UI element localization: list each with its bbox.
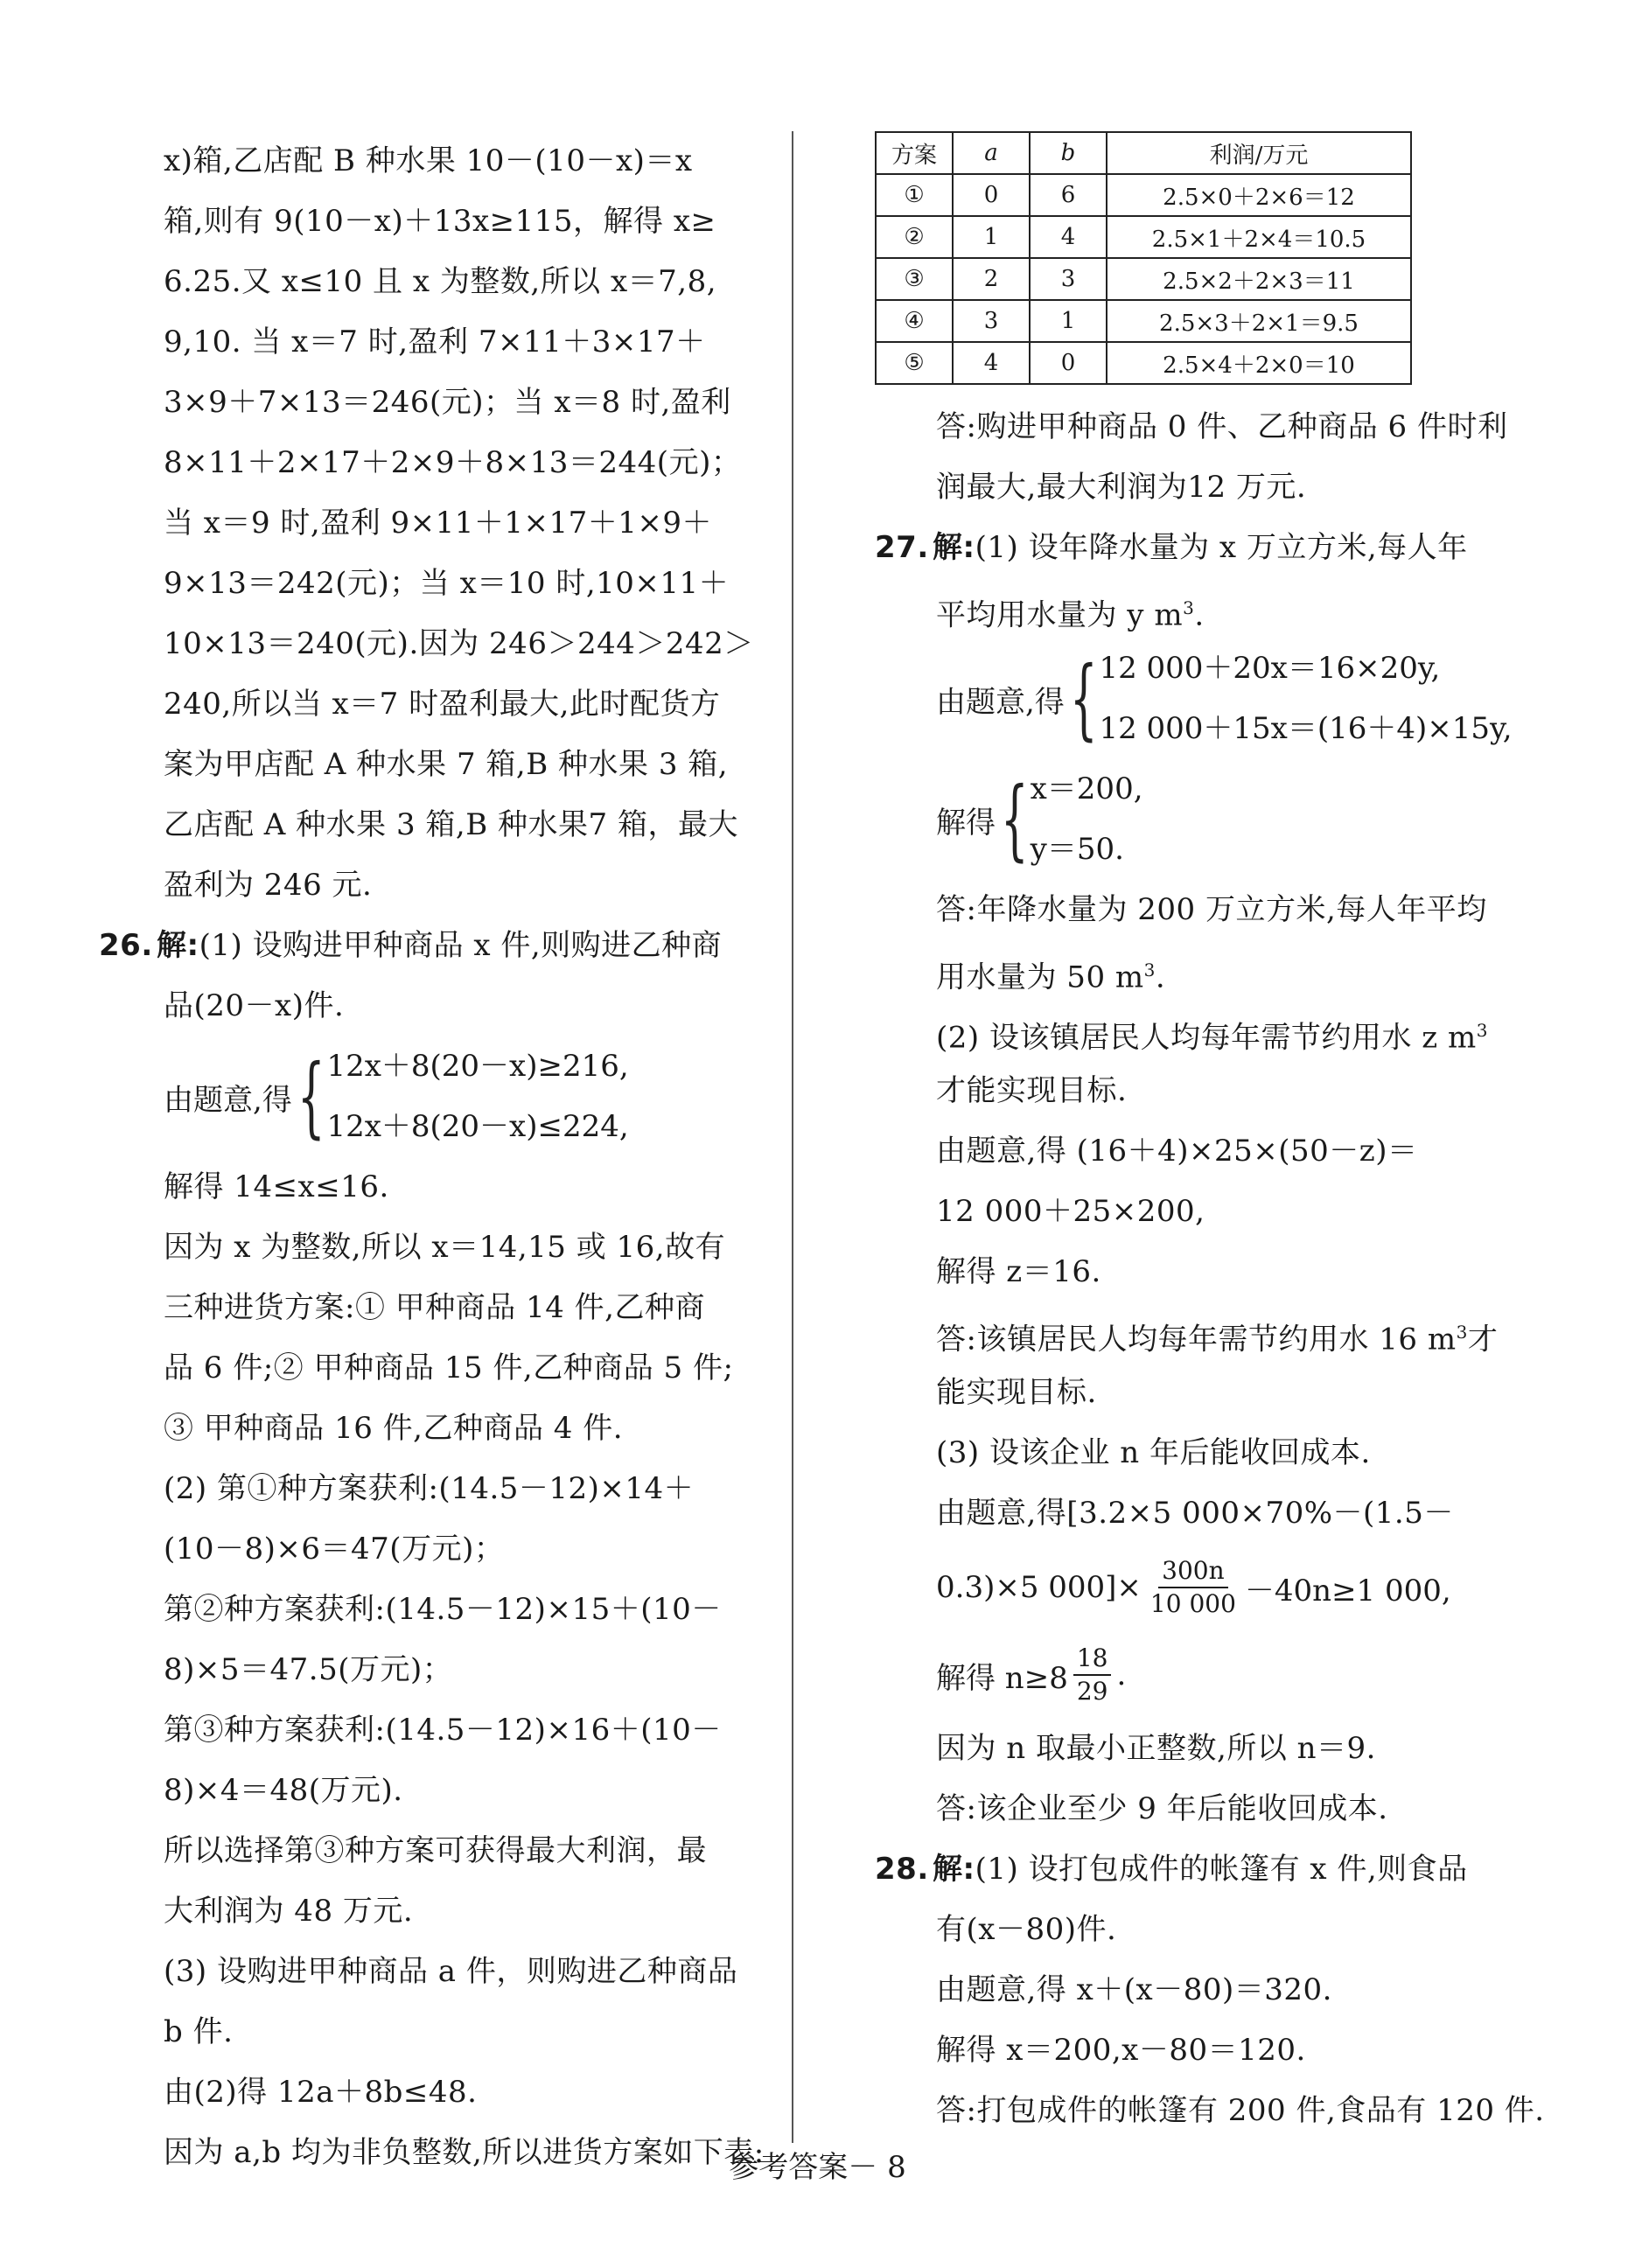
question-27-header (875, 518, 1478, 578)
text-line: 由(2)得 12a＋8b≤48. (164, 2075, 478, 2110)
table-cell: 2.5×1＋2×4＝10.5 (1107, 216, 1411, 258)
question-number: 26. (99, 928, 153, 963)
text-line: 8×11＋2×17＋2×9＋8×13＝244(元)； (164, 445, 742, 480)
text-line: 答:年降水量为 200 万立方米,每人年平均 (936, 892, 1487, 927)
text-line: 3×9＋7×13＝246(元)；当 x＝8 时,盈利 (164, 385, 731, 420)
table-cell: 4 (953, 342, 1030, 384)
text-line: 240,所以当 x＝7 时盈利最大,此时配货方 (164, 687, 721, 722)
text-line: 能实现目标. (936, 1375, 1097, 1410)
text-line: (1) 设购进甲种商品 x 件,则购进乙种商 (199, 928, 723, 963)
text-line: 用水量为 50 $m^3$. (936, 960, 1166, 995)
equation-system (164, 1036, 776, 1157)
text-line: ③ 甲种商品 16 件,乙种商品 4 件. (164, 1411, 624, 1446)
fraction-line: 解得 n≥8 $\frac{18}{29}$ . (936, 1643, 1127, 1706)
left-column (99, 131, 776, 2183)
text-line: 9×13＝242(元)；当 x＝10 时,10×11＋ (164, 566, 730, 601)
table-cell: 2 (953, 258, 1030, 300)
text-line: 乙店配 A 种水果 3 箱,B 种水果7 箱，最大 (164, 807, 738, 842)
plan-table (875, 131, 1412, 385)
system-row: 12 000＋15x＝(16＋4)×15y, (1099, 711, 1513, 746)
table-row (876, 300, 1411, 342)
brace-icon: { (1000, 768, 1029, 870)
fraction: $\frac{300n}{10 000}$ (1149, 1556, 1236, 1618)
table-cell: 3 (953, 300, 1030, 342)
text-line: 第③种方案获利:(14.5－12)×16＋(10－ (164, 1713, 722, 1748)
question-28-header (875, 1839, 1478, 1900)
table-cell: 2.5×0＋2×6＝12 (1107, 174, 1411, 216)
text-line: 因为 a,b 均为非负整数,所以进货方案如下表: (164, 2135, 765, 2170)
text-line: 所以选择第③种方案可获得最大利润，最 (164, 1833, 707, 1868)
system-row: 12x＋8(20－x)≥216, (326, 1049, 629, 1084)
text-line: 12 000＋25×200, (936, 1194, 1205, 1229)
table-cell: 2.5×3＋2×1＝9.5 (1107, 300, 1411, 342)
brace-icon: { (297, 1045, 325, 1148)
question-number: 27. (875, 530, 929, 565)
equation-system (875, 639, 1513, 759)
text-line: 9,10. 当 x＝7 时,盈利 7×11＋3×17＋ (164, 324, 706, 359)
text-line: 才能实现目标. (936, 1073, 1128, 1108)
solution-label: 解: (933, 1852, 975, 1887)
text-line: 解得 z＝16. (936, 1254, 1101, 1289)
table-row (876, 342, 1411, 384)
table-cell: 2.5×4＋2×0＝10 (1107, 342, 1411, 384)
table-cell: 0 (953, 174, 1030, 216)
table-cell: 3 (1030, 258, 1107, 300)
text-line: 第②种方案获利:(14.5－12)×15＋(10－ (164, 1592, 722, 1627)
equation-system (875, 759, 1478, 880)
table-row (876, 216, 1411, 258)
table-cell: ⑤ (876, 342, 953, 384)
text-line: 由题意,得 x＋(x－80)＝320. (936, 1972, 1332, 2007)
table-row (876, 258, 1411, 300)
solution-label: 解: (157, 928, 199, 963)
text-line: 三种进货方案:① 甲种商品 14 件,乙种商 (164, 1290, 705, 1325)
system-lead: 解得 (936, 805, 996, 841)
text-line: 因为 n 取最小正整数,所以 n＝9. (936, 1731, 1376, 1766)
text-line: 当 x＝9 时,盈利 9×11＋1×17＋1×9＋ (164, 506, 713, 541)
question-26-header (99, 916, 776, 976)
table-header-cell: a (953, 132, 1030, 174)
text-line: 8)×5＝47.5(万元)； (164, 1652, 453, 1687)
text-line: (1) 设年降水量为 x 万立方米,每人年 (975, 530, 1468, 565)
text-line: 品(20－x)件. (164, 988, 345, 1023)
table-header-cell: b (1030, 132, 1107, 174)
table-cell: 0 (1030, 342, 1107, 384)
text-line: (2) 设该镇居民人均每年需节约用水 z $m^3$ (936, 1020, 1488, 1056)
text-line: 箱,则有 9(10－x)＋13x≥115，解得 x≥ (164, 204, 716, 239)
text-line: 案为甲店配 A 种水果 7 箱,B 种水果 3 箱, (164, 747, 729, 782)
table-cell: 6 (1030, 174, 1107, 216)
text-line: 解得 14≤x≤16. (164, 1169, 389, 1204)
text-line: 润最大,最大利润为12 万元. (936, 470, 1307, 505)
system-row: x＝200, (1030, 771, 1143, 806)
text-line: 品 6 件;② 甲种商品 15 件,乙种商品 5 件; (164, 1350, 734, 1385)
table-header-cell: 方案 (876, 132, 953, 174)
text-line: 由题意,得[3.2×5 000×70%－(1.5－ (936, 1496, 1454, 1531)
right-column (875, 131, 1545, 2141)
table-header-cell: 利润/万元 (1107, 132, 1411, 174)
system-lead: 由题意,得 (164, 1082, 292, 1118)
system-row: y＝50. (1030, 832, 1124, 867)
text-line: 答:该企业至少 9 年后能收回成本. (936, 1791, 1388, 1826)
fraction-line: 0.3)×5 000]× $\frac{300n}{10 000}$ －40n≥1 000, (936, 1556, 1451, 1618)
table-cell: ④ (876, 300, 953, 342)
table-cell: ② (876, 216, 953, 258)
text-line: 大利润为 48 万元. (164, 1894, 414, 1929)
table-cell: 1 (953, 216, 1030, 258)
table-cell: ① (876, 174, 953, 216)
text-line: 答:打包成件的帐篷有 200 件,食品有 120 件. (936, 2093, 1545, 2128)
text-line: x)箱,乙店配 B 种水果 10－(10－x)＝x (164, 143, 693, 178)
text-line: 有(x－80)件. (936, 1912, 1117, 1947)
text-line: 答:购进甲种商品 0 件、乙种商品 6 件时利 (936, 409, 1508, 444)
text-line: 6.25.又 x≤10 且 x 为整数,所以 x＝7,8, (164, 264, 717, 299)
text-line: 10×13＝240(元).因为 246＞244＞242＞ (164, 626, 754, 661)
text-line: 8)×4＝48(万元). (164, 1773, 403, 1808)
text-line: 平均用水量为 y $m^3$. (936, 597, 1205, 633)
text-line: (1) 设打包成件的帐篷有 x 件,则食品 (975, 1852, 1468, 1887)
page-footer: 参考答案－ 8 (729, 2150, 906, 2185)
solution-label: 解: (933, 530, 975, 565)
text-line: 答:该镇居民人均每年需节约用水 16 $m^3$才 (936, 1322, 1499, 1357)
text-line: 盈利为 246 元. (164, 868, 373, 903)
table-cell: ③ (876, 258, 953, 300)
text-line: b 件. (164, 2014, 234, 2049)
table-cell: 4 (1030, 216, 1107, 258)
table-header-row (876, 132, 1411, 174)
column-divider (792, 131, 793, 2143)
table-row (876, 174, 1411, 216)
question-number: 28. (875, 1852, 929, 1887)
table-cell: 2.5×2＋2×3＝11 (1107, 258, 1411, 300)
text-line: 因为 x 为整数,所以 x＝14,15 或 16,故有 (164, 1230, 726, 1265)
system-row: 12x＋8(20－x)≤224, (326, 1109, 629, 1144)
text-line: 由题意,得 (16＋4)×25×(50－z)＝ (936, 1134, 1418, 1169)
brace-icon: { (1069, 647, 1098, 750)
text-line: 解得 x＝200,x－80＝120. (936, 2033, 1306, 2068)
text-line: (3) 设购进甲种商品 a 件，则购进乙种商品 (164, 1954, 738, 1989)
system-lead: 由题意,得 (936, 684, 1065, 720)
system-row: 12 000＋20x＝16×20y, (1099, 651, 1441, 686)
table-cell: 1 (1030, 300, 1107, 342)
text-line: (10－8)×6＝47(万元)； (164, 1532, 505, 1567)
text-line: (3) 设该企业 n 年后能收回成本. (936, 1435, 1371, 1470)
text-line: (2) 第①种方案获利:(14.5－12)×14＋ (164, 1471, 695, 1506)
fraction: $\frac{18}{29}$ (1073, 1643, 1112, 1707)
